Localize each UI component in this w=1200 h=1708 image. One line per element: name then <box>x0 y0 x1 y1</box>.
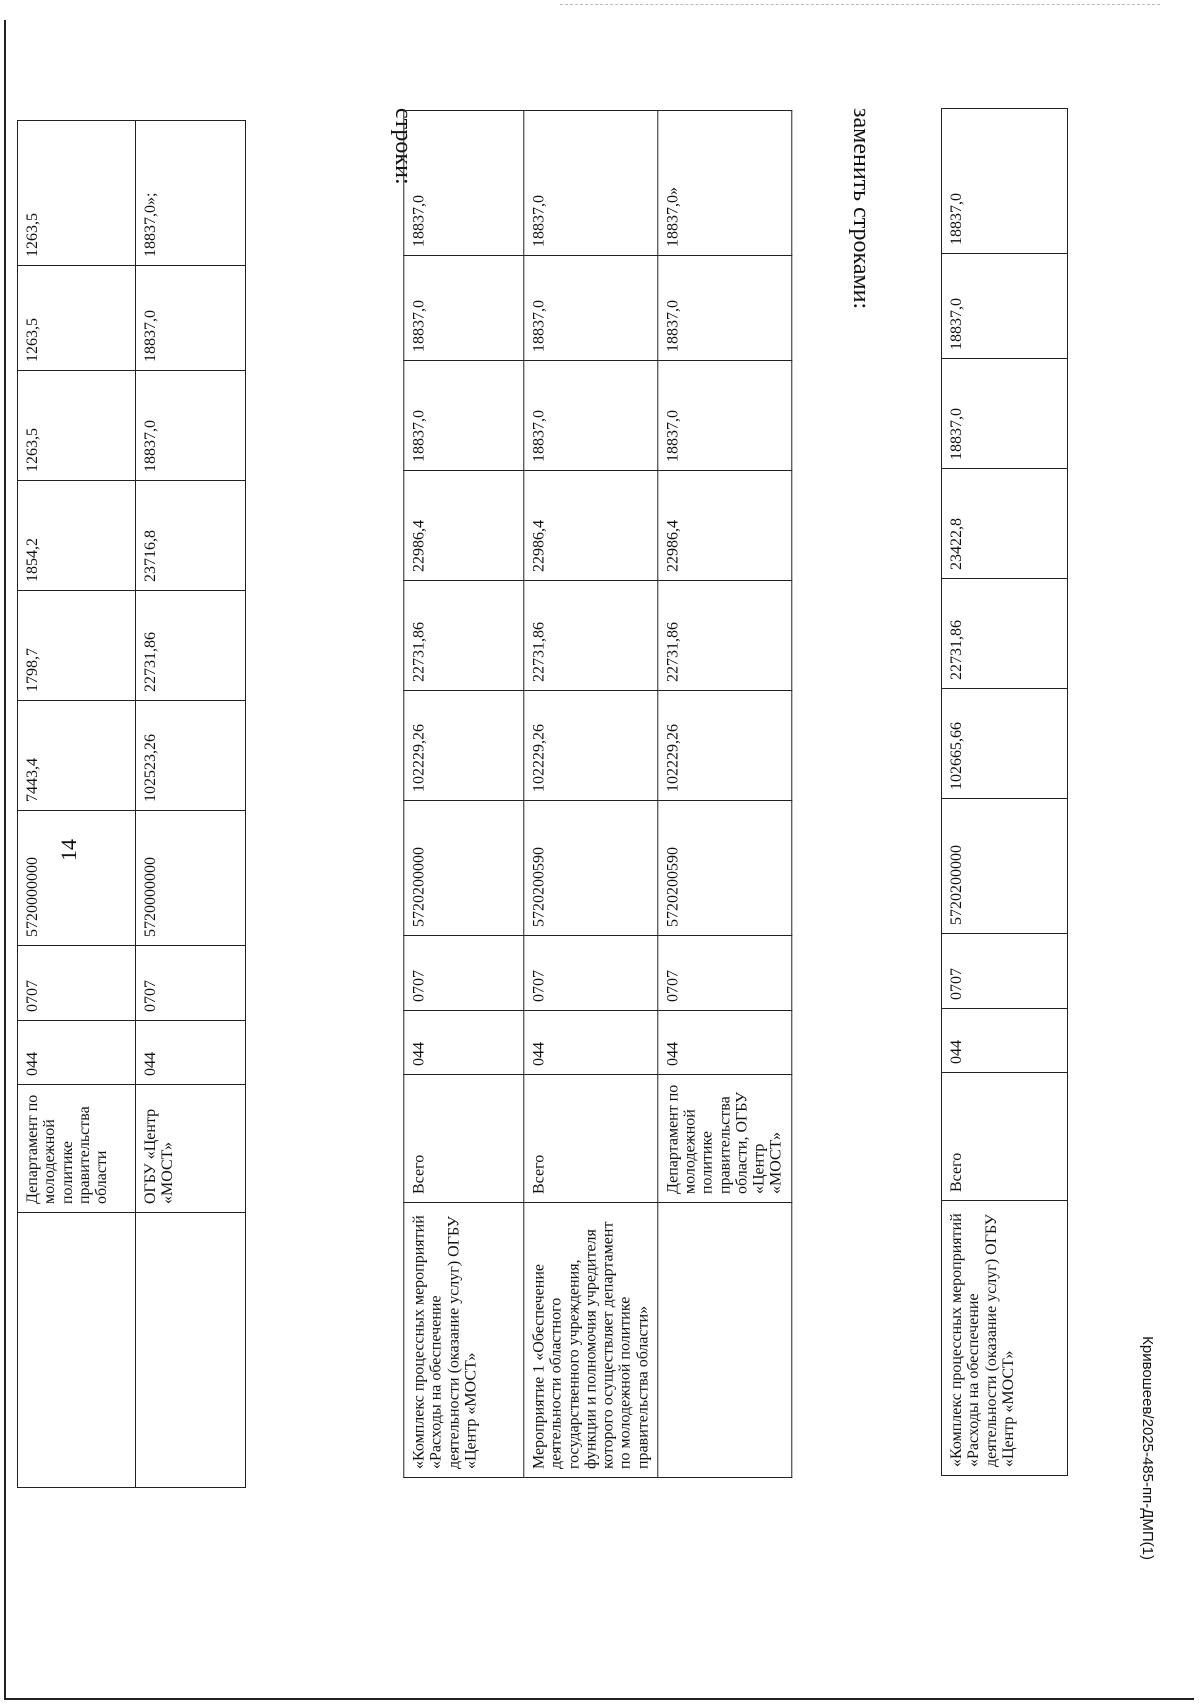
table-cell: 044 <box>136 1021 246 1085</box>
table-cell: 5720200000 <box>404 801 524 936</box>
table-cell: 18837,0 <box>136 371 246 481</box>
table-cell: 18837,0 <box>942 359 1068 469</box>
table-row <box>942 109 1068 1476</box>
table-cell: 18837,0 <box>524 361 658 471</box>
table-cell <box>18 1213 136 1488</box>
table-cell: 5720200000 <box>942 799 1068 934</box>
table-cell: 1798,7 <box>18 591 136 701</box>
table-cell: 044 <box>524 1011 658 1075</box>
table-cell: Всего <box>524 1075 658 1203</box>
section-label-replace: заменить строками: <box>848 108 874 310</box>
table-row <box>524 111 658 1478</box>
table-cell: 18837,0 <box>942 109 1068 254</box>
table-cell: 18837,0 <box>136 266 246 371</box>
table-cell: Департамент по молодежной политике правительства области <box>18 1085 136 1213</box>
table-rows <box>403 110 792 1478</box>
table-cell: 1263,5 <box>18 266 136 371</box>
table-cell: 102665,66 <box>942 689 1068 799</box>
table-cell: 18837,0 <box>658 256 792 361</box>
table-cell: Мероприятие 1 «Обеспечение деятельности областного государственного учреждения, функции и полномочия учредителя которого осуществляет департамент по молодежной политике правительства области» <box>524 1203 658 1478</box>
table-cell: 7443,4 <box>18 701 136 811</box>
table-continued <box>17 120 246 1488</box>
table-cell: 22986,4 <box>524 471 658 581</box>
table-cell: 5720200590 <box>658 801 792 936</box>
table-cell: 5720000000 <box>136 811 246 946</box>
table-cell: 22731,86 <box>658 581 792 691</box>
table-replace <box>941 108 1068 1476</box>
table-cell: 5720200590 <box>524 801 658 936</box>
table-cell: 18837,0 <box>658 361 792 471</box>
table-cell: 044 <box>404 1011 524 1075</box>
table-cell: 18837,0» <box>658 111 792 256</box>
table-cell: 22731,86 <box>136 591 246 701</box>
document-id: Кривошеев/2025-485-пп-ДМП(1) <box>1139 1336 1156 1560</box>
table-cell: Департамент по молодежной политике правительства области, ОГБУ «Центр «МОСТ» <box>658 1075 792 1203</box>
table-cell: 18837,0»; <box>136 121 246 266</box>
table-cell: 1263,5 <box>18 371 136 481</box>
table-cell: 044 <box>18 1021 136 1085</box>
table-cell: 044 <box>942 1009 1068 1073</box>
table-cell: 22986,4 <box>404 471 524 581</box>
table-cell: 0707 <box>136 946 246 1021</box>
table-cell: ОГБУ «Центр «МОСТ» <box>136 1085 246 1213</box>
table-row <box>136 121 246 1488</box>
table-cell: 0707 <box>524 936 658 1011</box>
table-row <box>18 121 136 1488</box>
table-cell: 1263,5 <box>18 121 136 266</box>
table-cell: 18837,0 <box>524 256 658 361</box>
table-cell: 0707 <box>942 934 1068 1009</box>
table-cell <box>658 1203 792 1478</box>
table-cell: 102229,26 <box>524 691 658 801</box>
table-cell: 102229,26 <box>404 691 524 801</box>
section-label-rows: строки: <box>390 108 416 185</box>
table-cell: «Комплекс процессных мероприятий «Расходы на обеспечение деятельности (оказание услуг) ОГБУ «Центр «МОСТ» <box>942 1201 1068 1476</box>
table-cell: 23422,8 <box>942 469 1068 579</box>
table-cell: 22731,86 <box>524 581 658 691</box>
table-cell <box>136 1213 246 1488</box>
table-cell: 044 <box>658 1011 792 1075</box>
table-cell: 18837,0 <box>942 254 1068 359</box>
table-cell: 0707 <box>18 946 136 1021</box>
table-cell: 22731,86 <box>942 579 1068 689</box>
table-cell: 22986,4 <box>658 471 792 581</box>
table-cell: 0707 <box>404 936 524 1011</box>
table-cell: 18837,0 <box>404 111 524 256</box>
page-number: 14 <box>56 839 81 861</box>
table-cell: 18837,0 <box>524 111 658 256</box>
table-cell: 18837,0 <box>404 361 524 471</box>
table-cell: 1854,2 <box>18 481 136 591</box>
table-cell: Всего <box>942 1073 1068 1201</box>
table-cell: 5720000000 <box>18 811 136 946</box>
table-row <box>404 111 524 1478</box>
table-cell: 102229,26 <box>658 691 792 801</box>
table-cell: 22731,86 <box>404 581 524 691</box>
table-cell: «Комплекс процессных мероприятий «Расходы на обеспечение деятельности (оказание услуг) ОГБУ «Центр «МОСТ» <box>404 1203 524 1478</box>
table-cell: 102523,26 <box>136 701 246 811</box>
table-cell: 18837,0 <box>404 256 524 361</box>
table-row <box>658 111 792 1478</box>
table-cell: Всего <box>404 1075 524 1203</box>
table-cell: 0707 <box>658 936 792 1011</box>
table-cell: 23716,8 <box>136 481 246 591</box>
